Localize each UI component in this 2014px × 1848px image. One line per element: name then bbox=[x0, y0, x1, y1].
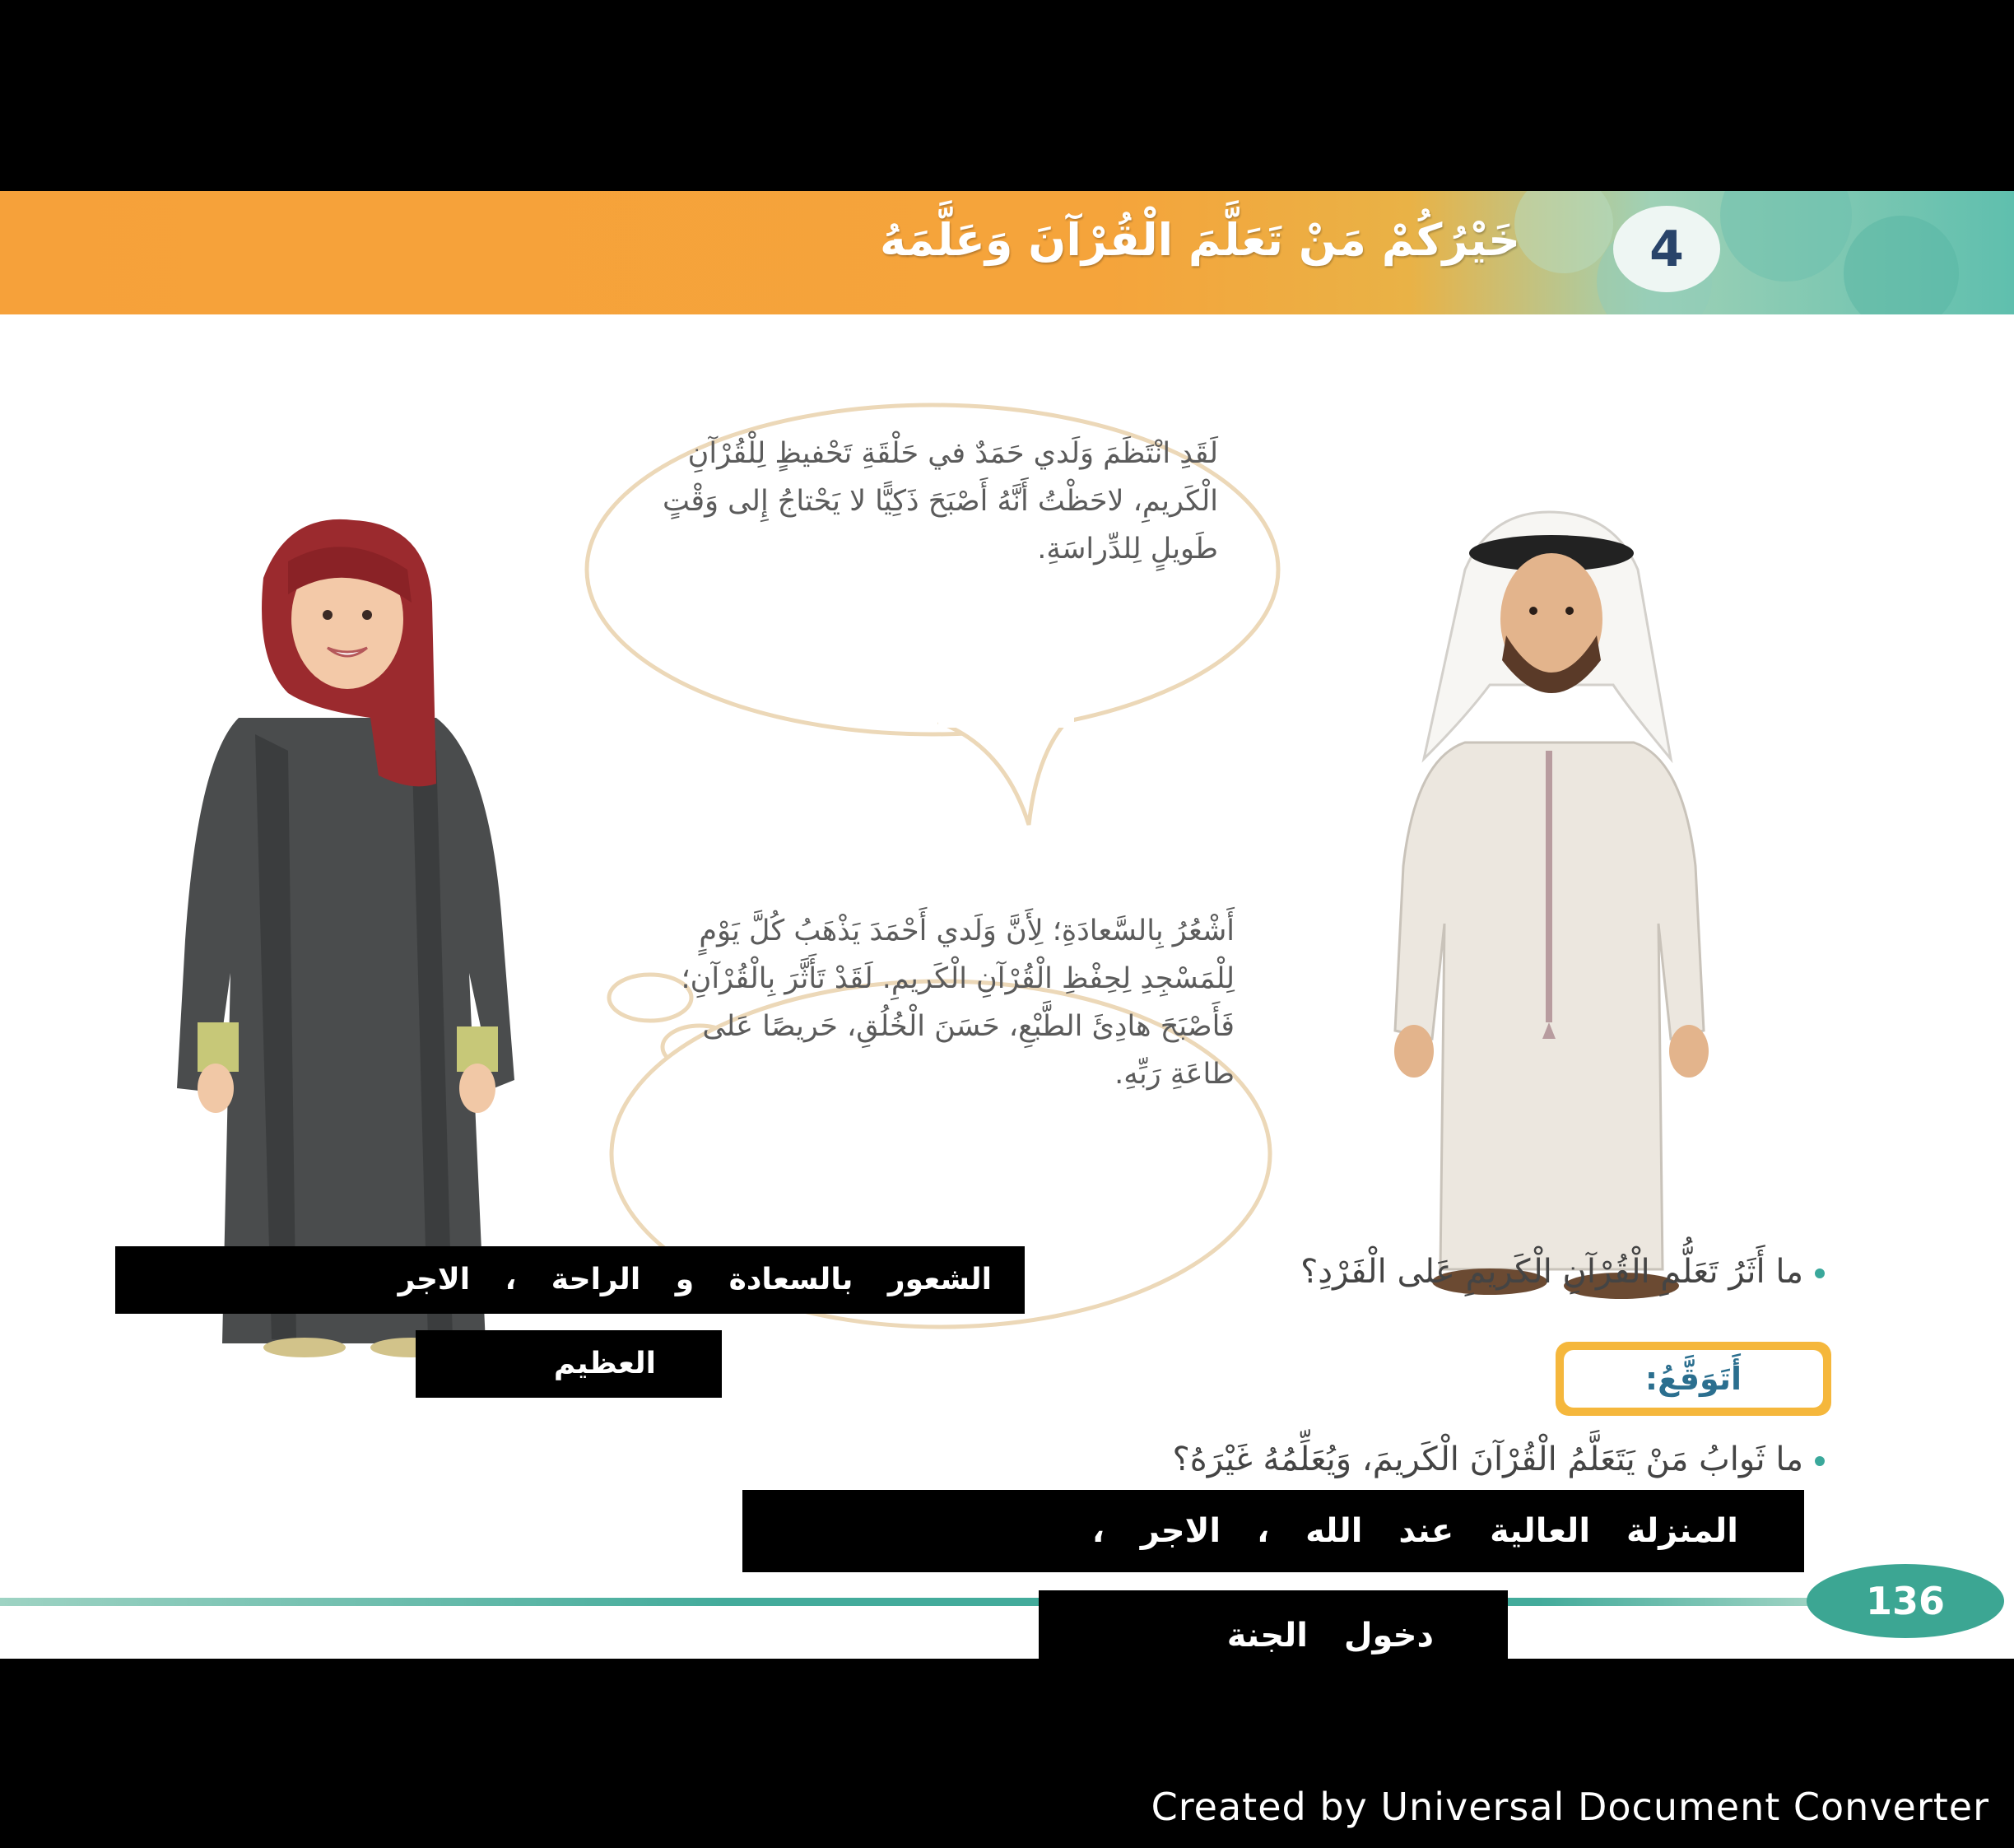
answer-2-line-1[interactable]: المنزلة العالية عند الله ، الاجر ، bbox=[742, 1490, 1804, 1572]
father-speech-bubble-text: أَشْعُرُ بِالسَّعادَةِ؛ لِأَنَّ وَلَدي أَحْمَدَ يَذْهَبُ كُلَّ يَوْمٍ لِلْمَسْجِدِ لِحِفْظِ الْقُرْآنِ الْكَريمِ. لَقَدْ تَأَثَّرَ بِالْقُرْآنِ؛ فَأَصْبَحَ هادِئَ الطَّبْعِ، حَسَنَ الْخُلُقِ، حَريصًا عَلى طاعَةِ رَبِّهِ. bbox=[681, 915, 1235, 1091]
question-1 bbox=[1300, 1253, 1825, 1291]
lesson-header-banner bbox=[0, 191, 2014, 314]
question-1-text: ما أَثَرُ تَعَلُّمِ الْقُرْآنِ الْكَريمِ عَلى الْفَرْدِ؟ bbox=[1300, 1253, 1803, 1291]
answer-1-line-2[interactable]: العظيم bbox=[416, 1330, 722, 1398]
expect-label-box bbox=[1556, 1342, 1831, 1416]
bullet-icon bbox=[1815, 1268, 1825, 1278]
expect-label: أَتَوَقَّعُ: bbox=[1564, 1350, 1823, 1408]
decorative-pattern-icon bbox=[1440, 191, 2014, 314]
converter-credit: Created by Universal Document Converter bbox=[1151, 1785, 1989, 1829]
question-2 bbox=[1173, 1441, 1825, 1478]
textbook-page bbox=[0, 191, 2014, 1659]
answer-1-line-1[interactable]: الشعور بالسعادة و الراحة ، الاجر bbox=[115, 1246, 1025, 1314]
bullet-icon bbox=[1815, 1456, 1825, 1466]
mother-speech-bubble-text: لَقَدِ انْتَظَمَ وَلَدي حَمَدٌ في حَلْقَةِ تَحْفيظٍ لِلْقُرْآنِ الْكَريمِ، لاحَظْتُ أَنَّهُ أَصْبَحَ ذَكِيًّا لا يَحْتاجُ إِلى وَقْتٍ طَويلٍ لِلدِّراسَةِ. bbox=[662, 437, 1218, 566]
lesson-title: خَيْرُكُمْ مَنْ تَعَلَّمَ الْقُرْآنَ وَعَلَّمَهُ bbox=[880, 214, 1520, 266]
answer-2-line-2[interactable]: دخول الجنة bbox=[1039, 1590, 1508, 1659]
father-illustration bbox=[1366, 496, 1737, 1319]
footer-divider bbox=[0, 1598, 1811, 1606]
page-number: 136 bbox=[1807, 1564, 2004, 1638]
lesson-number: 4 bbox=[1613, 206, 1720, 292]
question-2-text: ما ثَوابُ مَنْ يَتَعَلَّمُ الْقُرْآنَ الْكَريمَ، وَيُعَلِّمُهُ غَيْرَهُ؟ bbox=[1172, 1441, 1803, 1478]
mother-illustration bbox=[165, 512, 527, 1360]
